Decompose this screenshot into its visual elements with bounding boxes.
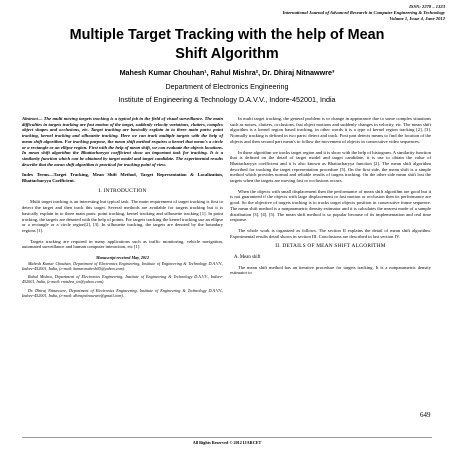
section-heading-introduction: I. INTRODUCTION <box>98 187 147 194</box>
journal-name: International Journal of Advanced Research in Computer Engineering & Technology <box>282 10 445 15</box>
intro-paragraph-1: Multi target tracking is an interesting but typical task. The main requirement of target tracking is first to detect the target and then track this target. Several methods are available for targets tracking but it is basically explain in to three main parts: point tracking, kernel tracking and silhouette tracking [1]. In point tracking, the targets are denoted with the help of points. For targets tracking the kernel tracking use an ellipse or a rectangle or a circle region[2], [3]. In silhouette tracking, the targets are denoted by the boundary regions [1]. <box>22 199 223 233</box>
page-number: 649 <box>420 411 431 419</box>
abstract: Abstract— The multi moving targets tracking is a typical job in the field of visual surveillance. The main difficulties in targets tracking are fast motion of the target, suddenly velocity variations, clutters, complex object shapes and occlusions, etc. Target tracking are basically explain in to three main parts: point tracking, kernel tracking and silhouette tracking. Here we can track multiple targets with the help of mean shift algorithm. For tracking purpose, the mean shift method requires a kernel that mean's a circle or a rectangle or an ellipse region. First with the help of mean shift, we can evaluate the objects locations. In mean shift algorithm the Bhattacharyya coefficient show an important task for tracking. It is a similarity function which can be obtained by target model and target candidate. The experimental results describe that the mean shift algorithm is practical for tracking point of view. <box>22 116 223 167</box>
right-column <box>230 116 431 281</box>
body-paragraph-1: In multi target tracking, the general problem is to change in appearance due to some complex situations such as noises, clutters, occlusions, fast object motions and suddenly changes in velocity, etc. The mean shift algorithm is a kernel region based tracking, in other words it is a type of kernel region tracking [2], [3]. Normally tracking is defined in two parts: detect and track. First part detects means to find the location of the objects and then second part mean's to follow the movement of objects in consecutive video sequences. <box>230 116 431 144</box>
affiliation-institute: Institute of Engineering & Technology D.A.V.V., Indore-452001, India <box>118 95 336 104</box>
footer-divider <box>22 437 432 438</box>
body-paragraph-5: The mean shift method has an iterative procedure for targets tracking. It is a nonparametric density estimator to <box>230 264 431 276</box>
body-paragraph-3: When the objects with small displacement then the performance of mean shift algorithm are good but it is not guaranteed if the objects with large displacement or fast motion or occlusion then its performance are good. So the objective of targets tracking is to tracks target objects position in consecutive frame sequence. The mean shift method is a nonparametric density estimator and it is calculates the nearest mode of a sample distribution [3], [4], [5]. The mean shift method is so popular because of its implementation and real time response. <box>230 188 431 223</box>
affiliation-department: Department of Electronics Engineering <box>165 82 289 91</box>
subsection-heading-mean-shift: A. Mean shift <box>234 255 261 261</box>
author-list: Mahesh Kumar Chouhan¹, Rahul Mishra², Dr. Dhiraj Nitnawwre³ <box>119 68 335 77</box>
body-paragraph-4: The whole work is organized as follows. The section II explains the detail of mean shift algorithm. Experimental results detail shows in section III. Conclusions are described in last section IV. <box>230 227 431 239</box>
section-heading-mean-shift: II. DETAILS OF MEAN SHIFT ALGORITHM <box>275 243 386 250</box>
left-column <box>22 116 223 301</box>
intro-paragraph-2: Targets tracking are required in many applications such as traffic monitoring, vehicle navigation, automated surveillance and human computer interaction, etc [1]. <box>22 238 223 250</box>
footnote-author-1: Mahesh Kumar Chouhan, Department of Electronics Engineering, Institute of Engineering & Technology D.A.V.V., Indore-452001, India, (e-mail: kumar.mahesh05@yahoo.com). <box>22 261 223 272</box>
paper-title <box>22 26 432 64</box>
journal-header <box>150 4 445 22</box>
issn: ISSN: 2278 – 1323 <box>409 4 445 9</box>
footnote-author-2: Rahul Mishra, Department of Electronics Engineering, Institute of Engineering & Technology D.A.V.V., Indore-452001, India, (e-mail: rmishra_iet@yahoo.com). <box>22 274 223 285</box>
index-terms: Index Terms—Target Tracking, Mean Shift Method, Target Representation & Localization, Bhattacharyya Coefficient. <box>22 172 223 184</box>
body-paragraph-2: In these algorithm we tracks target region and it is show with the help of histogram. A similarity function that is defined on the detail of target model and target candidate, it is use to obtain the value of Bhattacharyya coefficient and it is also known as Bhattacharyya function [2]. The mean shift algorithm described for tracking the target representation procedure [5]. On the first side, the mean shift is a simple method which provides normal and reliable results of targets tracking. On the other side mean shift lost the targets when the targets are moving fast or occlusions occurs. <box>230 149 431 184</box>
journal-volume: Volume 1, Issue 4, June 2012 <box>389 16 445 21</box>
footnote-received: Manuscript received May, 2012 <box>95 255 150 261</box>
title-line-1: Multiple Target Tracking with the help of Mean <box>69 27 385 43</box>
copyright-footer: All Rights Reserved © 2012 IJARCET <box>192 440 262 445</box>
author-footnotes <box>22 255 223 298</box>
footnote-author-3: Dr. Dhiraj Nitnawwre, Department of Electronics Engineering, Institute of Engineering & Technology D.A.V.V., Indore-452001, India, (e-mail: dhirajnitnawwre@gmail.com). <box>22 287 223 298</box>
title-line-2: Shift Algorithm <box>175 46 279 62</box>
